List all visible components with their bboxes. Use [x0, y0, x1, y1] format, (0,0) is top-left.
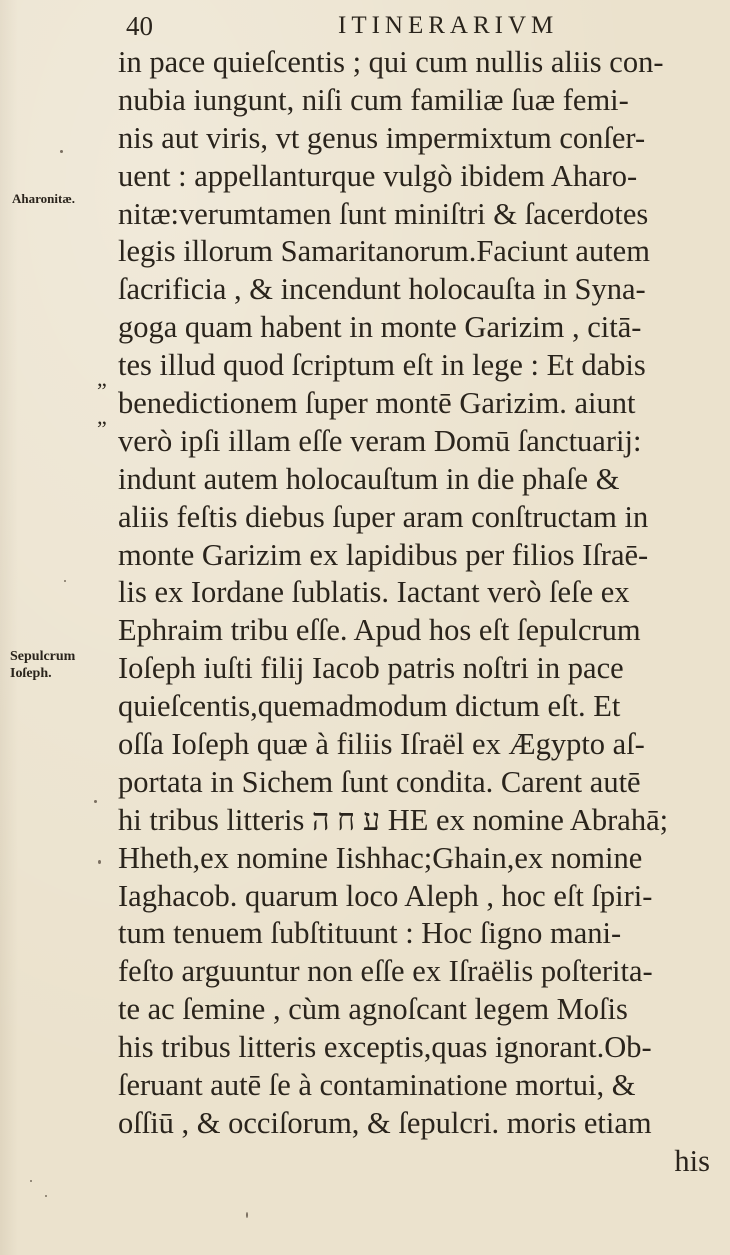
text-line: quieſcentis,quemadmodum dictum eſt. Et	[118, 689, 621, 724]
paper-speck	[94, 800, 97, 803]
paper-speck	[30, 1180, 32, 1182]
text-line: benedictionem ſuper montē Garizim. aiunt	[118, 386, 636, 421]
quote-mark: „	[97, 404, 107, 429]
paper-speck	[98, 860, 101, 864]
text-line: feſto arguuntur non eſſe ex Iſraëlis poſterita-	[118, 954, 653, 989]
text-line: portata in Sichem ſunt condita. Carent autē	[118, 764, 641, 799]
text-line: oſſiū , & occiſorum, & ſepulcri. moris etiam	[118, 1105, 652, 1140]
body-text	[118, 44, 718, 1181]
quote-mark: „	[97, 366, 107, 391]
text-line: te ac ſemine , cùm agnoſcant legem Moſis	[118, 992, 628, 1027]
text-line: ſacrificia , & incendunt holocauſta in Syna-	[118, 272, 646, 307]
running-head: ITINERARIVM	[338, 12, 559, 39]
text-line: hi tribus litteris ע ח ה HE ex nomine Abrahā;	[118, 802, 669, 837]
text-line: uent : appellanturque vulgò ibidem Aharo-	[118, 158, 638, 193]
paper-speck	[246, 1212, 248, 1218]
margin-note-aharonitae: Aharonitæ.	[12, 191, 75, 206]
page-number: 40	[126, 11, 153, 41]
text-line: Ephraim tribu eſſe. Apud hos eſt ſepulcrum	[118, 613, 641, 648]
text-line: nubia iungunt, niſi cum familiæ ſuæ femi-	[118, 82, 629, 117]
text-line: verò ipſi illam eſſe veram Domū ſanctuarij:	[118, 423, 642, 458]
text-line: nis aut viris, vt genus impermixtum conſer-	[118, 120, 646, 155]
text-line: lis ex Iordane ſublatis. Iactant verò ſeſe ex	[118, 575, 630, 610]
paper-speck	[60, 150, 63, 153]
text-line: tum tenuem ſubſtituunt : Hoc ſigno mani-	[118, 916, 622, 951]
text-line: in pace quieſcentis ; qui cum nullis aliis con-	[118, 45, 664, 79]
text-line: Iaghacob. quarum loco Aleph , hoc eſt ſpiri-	[118, 878, 653, 913]
text-line: goga quam habent in monte Garizim , citā-	[118, 310, 642, 345]
text-line: aliis feſtis diebus ſuper aram conſtructam in	[118, 499, 649, 534]
page-header	[0, 8, 730, 44]
text-line: his tribus litteris exceptis,quas ignorant.Ob-	[118, 1030, 652, 1065]
paper-speck	[64, 580, 66, 582]
catchword: his	[674, 1143, 710, 1178]
text-line: monte Garizim ex lapidibus per filios Iſraē-	[118, 537, 649, 572]
text-line: tes illud quod ſcriptum eſt in lege : Et dabis	[118, 348, 646, 383]
text-line: ſeruant autē ſe à contaminatione mortui, &	[118, 1068, 636, 1103]
text-line: Ioſeph iuſti filij Iacob patris noſtri in pace	[118, 651, 624, 686]
text-line: legis illorum Samaritanorum.Faciunt autem	[118, 234, 650, 269]
text-line: Hheth,ex nomine Iishhac;Ghain,ex nomine	[118, 840, 643, 875]
text-line: oſſa Ioſeph quæ à filiis Iſraël ex Ægypto aſ-	[118, 727, 645, 762]
paper-speck	[45, 1195, 47, 1197]
text-line: nitæ:verumtamen ſunt miniſtri & ſacerdotes	[118, 196, 649, 231]
margin-note-sepulcrum-ioseph: Sepulcrum Ioſeph.	[10, 649, 76, 681]
text-line: indunt autem holocauſtum in die phaſe &	[118, 461, 620, 496]
